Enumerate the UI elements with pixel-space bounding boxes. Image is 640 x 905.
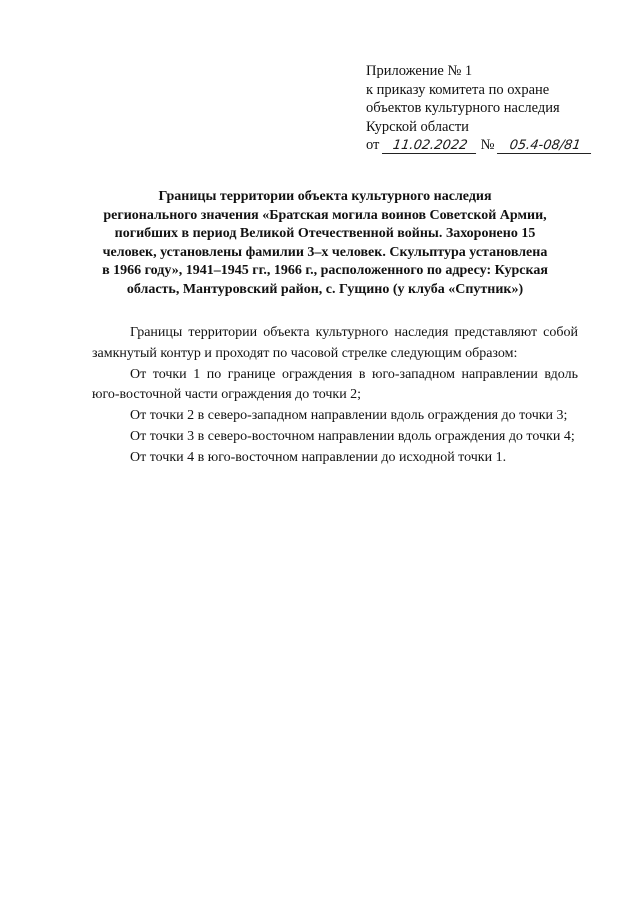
body-paragraph-intro: Границы территории объекта культурного наследия представляют собой замкнутый контур и проходят по часовой стрелке следующим образом: (92, 325, 578, 361)
number-label: № (480, 137, 495, 153)
appendix-region-line: Курской области (366, 118, 469, 135)
handwritten-date: 11.02.2022 (382, 139, 478, 154)
body-paragraph-point-4: От точки 4 в юго-восточном направлении до исходной точки 1. (130, 449, 507, 465)
title-line: Границы территории объекта культурного наследия (158, 189, 492, 204)
handwritten-order-number: 05.4-08/81 (497, 139, 593, 154)
appendix-number: Приложение № 1 (366, 63, 473, 79)
body-paragraph-point-1: От точки 1 по границе ограждения в юго-западном направлении вдоль юго-восточной части ограждения до точки 2; (92, 366, 578, 403)
appendix-header (366, 62, 616, 155)
document-body (92, 323, 578, 469)
title-line: регионального значения «Братская могила воинов Советской Армии, (103, 207, 547, 223)
document-title (92, 188, 558, 300)
appendix-order-line: к приказу комитета по охране (366, 81, 550, 98)
title-line: в 1966 году», 1941–1945 гг., 1966 г., расположенного по адресу: Курская (102, 263, 548, 279)
body-paragraph-point-2: От точки 2 в северо-западном направлении вдоль ограждения до точки 3; (130, 408, 568, 424)
title-line: человек, установлены фамилии 3–х человек. Скульптура установлена (102, 244, 548, 260)
title-line: погибших в период Великой Отечественной войны. Захоронено 15 (114, 226, 536, 242)
title-line: область, Мантуровский район, с. Гущино (у клуба «Спутник») (126, 281, 524, 297)
body-paragraph-point-3: От точки 3 в северо-восточном направлении вдоль ограждения до точки 4; (130, 428, 575, 444)
order-date-number-line (366, 136, 616, 155)
from-label: от (366, 137, 380, 153)
appendix-committee-line: объектов культурного наследия (366, 100, 560, 116)
